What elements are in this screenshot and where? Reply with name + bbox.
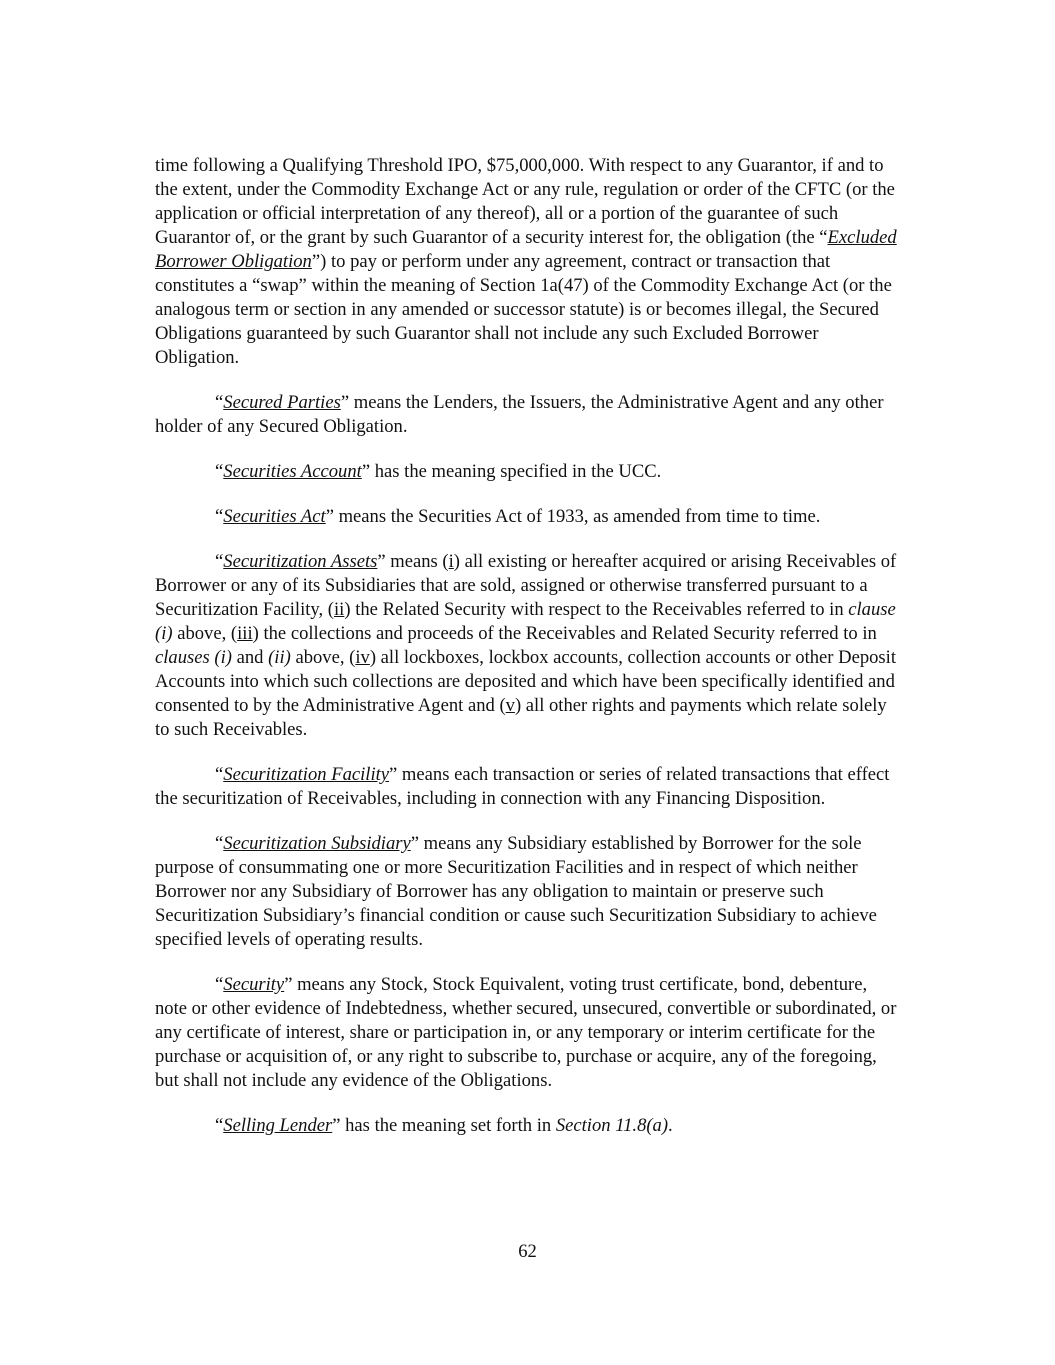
defined-term: Securitization Assets (223, 551, 378, 572)
clause-reference: clauses (i) (155, 647, 232, 668)
definition-securities-account: “Securities Account” has the meaning specified in the UCC. (215, 461, 662, 482)
document-body (155, 154, 901, 1159)
roman-numeral: i (448, 551, 454, 572)
definition-securitization-assets: “Securitization Assets” means (i) all existing or hereafter acquired or arising Receivables of Borrower or any of its Subsidiaries that are sold, assigned or otherwise transferred pursuant to a Securitization Facility, (ii) the Related Security with respect to the Receivables referred to in clause (i) above, (iii) the collections and proceeds of the Receivables and Related Security referred to in clauses (i) and (ii) above, (iv) all lockboxes, lockbox accounts, collection accounts or other Deposit Accounts into which such collections are deposited and which have been specifically identified and consented to by the Administrative Agent and (v) all other rights and payments which relate solely to such Receivables. (155, 551, 897, 740)
page-number: 62 (518, 1241, 537, 1262)
definition-securitization-facility: “Securitization Facility” means each transaction or series of related transactions that effect the securitization of Receivables, including in connection with any Financing Disposition. (155, 764, 890, 809)
defined-term: Secured Parties (223, 392, 341, 413)
defined-term-excluded-borrower-obligation: Excluded Borrower Obligation (155, 227, 897, 272)
definition-securitization-subsidiary: “Securitization Subsidiary” means any Subsidiary established by Borrower for the sole purpose of consummating one or more Securitization Facilities and in respect of which neither Borrower nor any Subsidiary of Borrower has any obligation to maintain or preserve such Securitization Subsidiary’s financial condition or cause such Securitization Subsidiary to achieve specified levels of operating results. (155, 833, 877, 950)
clause-reference: clause (i) (155, 599, 896, 644)
roman-numeral: ii (334, 599, 345, 620)
paragraph-continuation: time following a Qualifying Threshold IPO, $75,000,000. With respect to any Guarantor, if and to the extent, under the Commodity Exchange Act or any rule, regulation or order of the CFTC (or the application or official interpretation of any thereof), all or a portion of the guarantee of such Guarantor of, or the grant by such Guarantor of a security interest for, the obligation (the “Excluded Borrower Obligation”) to pay or perform under any agreement, contract or transaction that constitutes a “swap” within the meaning of Section 1a(47) of the Commodity Exchange Act (or the analogous term or section in any amended or successor statute) is or becomes illegal, the Secured Obligations guaranteed by such Guarantor shall not include any such Excluded Borrower Obligation. (155, 155, 897, 368)
defined-term: Security (223, 974, 285, 995)
defined-term: Securities Act (223, 506, 326, 527)
definition-selling-lender: “Selling Lender” has the meaning set forth in Section 11.8(a). (215, 1115, 673, 1136)
defined-term: Selling Lender (223, 1115, 333, 1136)
roman-numeral: iii (237, 623, 253, 644)
clause-reference: (ii) (268, 647, 291, 668)
definition-secured-parties: “Secured Parties” means the Lenders, the Issuers, the Administrative Agent and any other holder of any Secured Obligation. (155, 392, 884, 437)
section-reference: Section 11.8(a) (555, 1115, 669, 1136)
defined-term: Securitization Subsidiary (223, 833, 411, 854)
roman-numeral: iv (355, 647, 370, 668)
roman-numeral: v (505, 695, 515, 716)
definition-securities-act: “Securities Act” means the Securities Act of 1933, as amended from time to time. (215, 506, 821, 527)
defined-term: Securities Account (223, 461, 362, 482)
defined-term: Securitization Facility (223, 764, 390, 785)
definition-security: “Security” means any Stock, Stock Equivalent, voting trust certificate, bond, debenture, note or other evidence of Indebtedness, whether secured, unsecured, convertible or subordinated, or any certificate of interest, share or participation in, or any temporary or interim certificate for the purchase or acquisition of, or any right to subscribe to, purchase or acquire, any of the foregoing, but shall not include any evidence of the Obligations. (155, 974, 897, 1091)
